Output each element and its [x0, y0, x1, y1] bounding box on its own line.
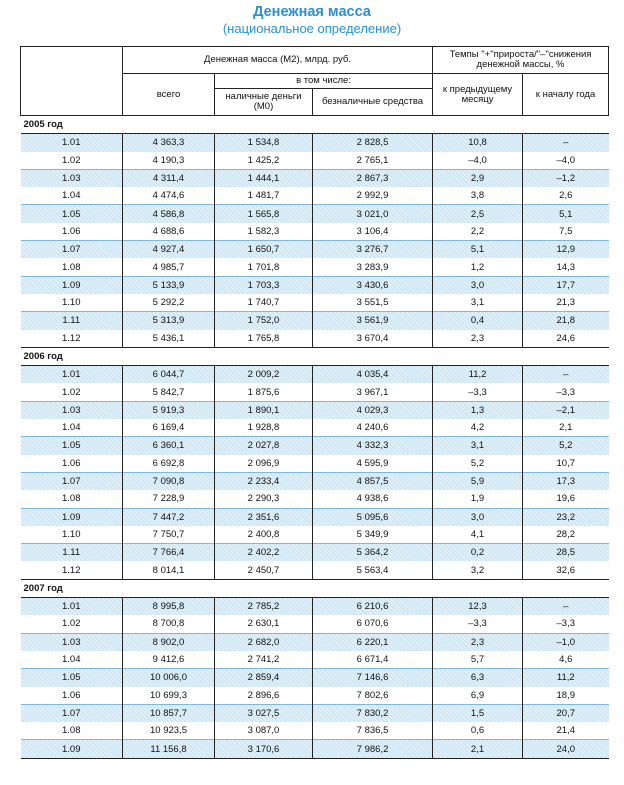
total-cell: 5 919,3 [123, 401, 215, 419]
total-cell: 7 228,9 [123, 490, 215, 508]
date-cell: 1.08 [21, 490, 123, 508]
noncash-cell: 3 283,9 [313, 258, 433, 276]
prev-month-cell: 5,1 [433, 241, 523, 259]
total-cell: 7 750,7 [123, 526, 215, 544]
cash-cell: 2 233,4 [215, 472, 313, 490]
cash-cell: 2 896,6 [215, 687, 313, 705]
cash-cell: 3 170,6 [215, 740, 313, 758]
year-start-cell: 24,6 [523, 330, 609, 348]
table-row [21, 508, 609, 526]
total-cell: 4 927,4 [123, 241, 215, 259]
noncash-cell: 6 671,4 [313, 651, 433, 669]
date-cell: 1.09 [21, 508, 123, 526]
total-cell: 6 169,4 [123, 419, 215, 437]
year-start-cell: 28,5 [523, 544, 609, 562]
prev-month-cell: 4,2 [433, 419, 523, 437]
cash-cell: 2 096,9 [215, 455, 313, 473]
cash-cell: 1 928,8 [215, 419, 313, 437]
table-row [21, 134, 609, 152]
noncash-cell: 7 836,5 [313, 722, 433, 740]
date-header [21, 47, 123, 116]
noncash-cell: 4 595,9 [313, 455, 433, 473]
cash-cell: 1 650,7 [215, 241, 313, 259]
table-row [21, 651, 609, 669]
table-body [21, 116, 609, 759]
noncash-cell: 2 765,1 [313, 152, 433, 170]
table-row [21, 294, 609, 312]
prev-month-cell: 12,3 [433, 598, 523, 616]
table-row [21, 704, 609, 722]
date-cell: 1.05 [21, 437, 123, 455]
year-start-cell: 24,0 [523, 740, 609, 758]
prev-month-cell: 6,3 [433, 669, 523, 687]
prev-month-cell: 3,0 [433, 276, 523, 294]
noncash-cell: 3 551,5 [313, 294, 433, 312]
header-in-that: в том числе: [215, 74, 433, 89]
noncash-cell: 7 146,6 [313, 669, 433, 687]
total-cell: 4 474,6 [123, 187, 215, 205]
year-start-cell: 17,3 [523, 472, 609, 490]
prev-month-cell: 3,8 [433, 187, 523, 205]
total-cell: 4 688,6 [123, 223, 215, 241]
table-row [21, 205, 609, 223]
prev-month-cell: 5,2 [433, 455, 523, 473]
total-cell: 10 006,0 [123, 669, 215, 687]
cash-cell: 1 534,8 [215, 134, 313, 152]
year-start-cell: 14,3 [523, 258, 609, 276]
prev-month-cell: 3,1 [433, 437, 523, 455]
cash-cell: 2 027,8 [215, 437, 313, 455]
total-cell: 10 699,3 [123, 687, 215, 705]
cash-cell: 2 682,0 [215, 633, 313, 651]
date-cell: 1.12 [21, 330, 123, 348]
year-start-cell: 5,1 [523, 205, 609, 223]
year-start-cell: 28,2 [523, 526, 609, 544]
header-rates: Темпы "+"прироста/"–"снижения денежной массы, % [433, 47, 609, 74]
prev-month-cell: –3,3 [433, 615, 523, 633]
prev-month-cell: 11,2 [433, 366, 523, 384]
date-cell: 1.03 [21, 401, 123, 419]
date-cell: 1.09 [21, 740, 123, 758]
prev-month-cell: 2,3 [433, 633, 523, 651]
date-cell: 1.02 [21, 383, 123, 401]
noncash-cell: 4 332,3 [313, 437, 433, 455]
total-cell: 8 995,8 [123, 598, 215, 616]
year-start-cell: 10,7 [523, 455, 609, 473]
header-year-start: к началу года [523, 74, 609, 116]
cash-cell: 1 565,8 [215, 205, 313, 223]
table-row [21, 187, 609, 205]
total-cell: 9 412,6 [123, 651, 215, 669]
prev-month-cell: 1,9 [433, 490, 523, 508]
cash-cell: 3 027,5 [215, 704, 313, 722]
prev-month-cell: 4,1 [433, 526, 523, 544]
cash-cell: 2 009,2 [215, 366, 313, 384]
total-cell: 6 692,8 [123, 455, 215, 473]
year-start-cell: 2,1 [523, 419, 609, 437]
table-row [21, 490, 609, 508]
noncash-cell: 3 106,4 [313, 223, 433, 241]
year-group-row [21, 116, 609, 134]
date-cell: 1.06 [21, 223, 123, 241]
date-cell: 1.06 [21, 687, 123, 705]
year-start-cell: 19,6 [523, 490, 609, 508]
prev-month-cell: 2,5 [433, 205, 523, 223]
header-prev-month: к предыдущему месяцу [433, 74, 523, 116]
noncash-cell: 6 210,6 [313, 598, 433, 616]
total-cell: 6 360,1 [123, 437, 215, 455]
date-cell: 1.04 [21, 651, 123, 669]
year-start-cell: –1,2 [523, 169, 609, 187]
prev-month-cell: 0,4 [433, 312, 523, 330]
year-start-cell: 7,5 [523, 223, 609, 241]
year-start-cell: – [523, 598, 609, 616]
year-start-cell: –2,1 [523, 401, 609, 419]
prev-month-cell: 1,3 [433, 401, 523, 419]
noncash-cell: 5 364,2 [313, 544, 433, 562]
noncash-cell: 4 938,6 [313, 490, 433, 508]
cash-cell: 1 875,6 [215, 383, 313, 401]
noncash-cell: 6 220,1 [313, 633, 433, 651]
table-row [21, 687, 609, 705]
noncash-cell: 2 992,9 [313, 187, 433, 205]
noncash-cell: 4 240,6 [313, 419, 433, 437]
prev-month-cell: 3,1 [433, 294, 523, 312]
year-start-cell: – [523, 134, 609, 152]
cash-cell: 1 444,1 [215, 169, 313, 187]
noncash-cell: 5 095,6 [313, 508, 433, 526]
table-row [21, 544, 609, 562]
table-row [21, 561, 609, 579]
year-start-cell: –4,0 [523, 152, 609, 170]
total-cell: 8 700,8 [123, 615, 215, 633]
table-row [21, 669, 609, 687]
header-m2: Денежная масса (М2), млрд. руб. [123, 47, 433, 74]
noncash-cell: 2 867,3 [313, 169, 433, 187]
cash-cell: 2 859,4 [215, 669, 313, 687]
date-cell: 1.10 [21, 294, 123, 312]
noncash-cell: 4 857,5 [313, 472, 433, 490]
table-row [21, 152, 609, 170]
table-row [21, 740, 609, 758]
date-cell: 1.06 [21, 455, 123, 473]
header-total: всего [123, 74, 215, 116]
prev-month-cell: 2,1 [433, 740, 523, 758]
year-start-cell: –3,3 [523, 383, 609, 401]
prev-month-cell: –4,0 [433, 152, 523, 170]
cash-cell: 2 785,2 [215, 598, 313, 616]
total-cell: 7 090,8 [123, 472, 215, 490]
cash-cell: 2 400,8 [215, 526, 313, 544]
year-start-cell: 18,9 [523, 687, 609, 705]
date-cell: 1.03 [21, 633, 123, 651]
table-row [21, 472, 609, 490]
year-start-cell: 32,6 [523, 561, 609, 579]
year-start-cell: 20,7 [523, 704, 609, 722]
year-start-cell: 2,6 [523, 187, 609, 205]
total-cell: 4 363,3 [123, 134, 215, 152]
table-row [21, 276, 609, 294]
noncash-cell: 5 563,4 [313, 561, 433, 579]
noncash-cell: 3 276,7 [313, 241, 433, 259]
total-cell: 4 586,8 [123, 205, 215, 223]
total-cell: 4 190,3 [123, 152, 215, 170]
total-cell: 4 985,7 [123, 258, 215, 276]
total-cell: 8 902,0 [123, 633, 215, 651]
cash-cell: 3 087,0 [215, 722, 313, 740]
date-cell: 1.07 [21, 704, 123, 722]
noncash-cell: 7 986,2 [313, 740, 433, 758]
year-start-cell: –3,3 [523, 615, 609, 633]
date-cell: 1.11 [21, 312, 123, 330]
total-cell: 10 857,7 [123, 704, 215, 722]
table-row [21, 383, 609, 401]
date-cell: 1.07 [21, 472, 123, 490]
cash-cell: 1 582,3 [215, 223, 313, 241]
table-row [21, 223, 609, 241]
year-start-cell: –1,0 [523, 633, 609, 651]
year-label: 2007 год [21, 579, 609, 597]
page-title: Денежная масса [253, 4, 371, 20]
date-cell: 1.02 [21, 152, 123, 170]
table-row [21, 258, 609, 276]
total-cell: 5 292,2 [123, 294, 215, 312]
table-row [21, 526, 609, 544]
page-subtitle: (национальное определение) [222, 21, 402, 36]
prev-month-cell: 2,9 [433, 169, 523, 187]
table-row [21, 312, 609, 330]
table-row [21, 419, 609, 437]
cash-cell: 2 450,7 [215, 561, 313, 579]
date-cell: 1.02 [21, 615, 123, 633]
date-cell: 1.04 [21, 419, 123, 437]
table-row [21, 241, 609, 259]
noncash-cell: 3 021,0 [313, 205, 433, 223]
table-row [21, 366, 609, 384]
prev-month-cell: 2,2 [433, 223, 523, 241]
total-cell: 10 923,5 [123, 722, 215, 740]
date-cell: 1.05 [21, 205, 123, 223]
year-start-cell: 11,2 [523, 669, 609, 687]
date-cell: 1.08 [21, 258, 123, 276]
year-start-cell: 23,2 [523, 508, 609, 526]
prev-month-cell: 1,5 [433, 704, 523, 722]
total-cell: 5 313,9 [123, 312, 215, 330]
total-cell: 5 842,7 [123, 383, 215, 401]
cash-cell: 2 290,3 [215, 490, 313, 508]
year-start-cell: 5,2 [523, 437, 609, 455]
table-row [21, 330, 609, 348]
total-cell: 5 133,9 [123, 276, 215, 294]
total-cell: 5 436,1 [123, 330, 215, 348]
prev-month-cell: 0,6 [433, 722, 523, 740]
header-cash: наличные деньги (М0) [215, 89, 313, 116]
date-cell: 1.07 [21, 241, 123, 259]
cash-cell: 1 425,2 [215, 152, 313, 170]
table-row [21, 633, 609, 651]
table-row [21, 401, 609, 419]
table-row [21, 615, 609, 633]
noncash-cell: 3 430,6 [313, 276, 433, 294]
date-cell: 1.01 [21, 366, 123, 384]
year-start-cell: 21,8 [523, 312, 609, 330]
cash-cell: 2 630,1 [215, 615, 313, 633]
prev-month-cell: 10,8 [433, 134, 523, 152]
noncash-cell: 3 670,4 [313, 330, 433, 348]
cash-cell: 2 351,6 [215, 508, 313, 526]
noncash-cell: 4 029,3 [313, 401, 433, 419]
prev-month-cell: 1,2 [433, 258, 523, 276]
table-row [21, 169, 609, 187]
noncash-cell: 2 828,5 [313, 134, 433, 152]
total-cell: 4 311,4 [123, 169, 215, 187]
year-label: 2005 год [21, 116, 609, 134]
noncash-cell: 7 830,2 [313, 704, 433, 722]
date-cell: 1.10 [21, 526, 123, 544]
date-cell: 1.12 [21, 561, 123, 579]
total-cell: 7 766,4 [123, 544, 215, 562]
year-start-cell: 21,4 [523, 722, 609, 740]
noncash-cell: 6 070,6 [313, 615, 433, 633]
cash-cell: 1 481,7 [215, 187, 313, 205]
date-cell: 1.11 [21, 544, 123, 562]
date-cell: 1.09 [21, 276, 123, 294]
cash-cell: 2 741,2 [215, 651, 313, 669]
prev-month-cell: 0,2 [433, 544, 523, 562]
prev-month-cell: 2,3 [433, 330, 523, 348]
total-cell: 6 044,7 [123, 366, 215, 384]
cash-cell: 1 740,7 [215, 294, 313, 312]
table-row [21, 437, 609, 455]
prev-month-cell: 3,2 [433, 561, 523, 579]
prev-month-cell: 5,7 [433, 651, 523, 669]
noncash-cell: 3 967,1 [313, 383, 433, 401]
noncash-cell: 4 035,4 [313, 366, 433, 384]
date-cell: 1.01 [21, 598, 123, 616]
date-cell: 1.08 [21, 722, 123, 740]
date-cell: 1.04 [21, 187, 123, 205]
cash-cell: 1 701,8 [215, 258, 313, 276]
date-cell: 1.05 [21, 669, 123, 687]
noncash-cell: 7 802,6 [313, 687, 433, 705]
header-noncash: безналичные средства [313, 89, 433, 116]
table-row [21, 598, 609, 616]
noncash-cell: 5 349,9 [313, 526, 433, 544]
total-cell: 7 447,2 [123, 508, 215, 526]
year-start-cell: – [523, 366, 609, 384]
cash-cell: 1 703,3 [215, 276, 313, 294]
prev-month-cell: –3,3 [433, 383, 523, 401]
cash-cell: 1 890,1 [215, 401, 313, 419]
total-cell: 8 014,1 [123, 561, 215, 579]
year-start-cell: 4,6 [523, 651, 609, 669]
date-cell: 1.03 [21, 169, 123, 187]
table-row [21, 455, 609, 473]
year-start-cell: 21,3 [523, 294, 609, 312]
prev-month-cell: 6,9 [433, 687, 523, 705]
money-supply-table [20, 46, 609, 759]
cash-cell: 2 402,2 [215, 544, 313, 562]
year-label: 2006 год [21, 347, 609, 365]
table-row [21, 722, 609, 740]
total-cell: 11 156,8 [123, 740, 215, 758]
cash-cell: 1 765,8 [215, 330, 313, 348]
year-group-row [21, 347, 609, 365]
noncash-cell: 3 561,9 [313, 312, 433, 330]
year-start-cell: 12,9 [523, 241, 609, 259]
prev-month-cell: 3,0 [433, 508, 523, 526]
year-group-row [21, 579, 609, 597]
prev-month-cell: 5,9 [433, 472, 523, 490]
cash-cell: 1 752,0 [215, 312, 313, 330]
year-start-cell: 17,7 [523, 276, 609, 294]
date-cell: 1.01 [21, 134, 123, 152]
